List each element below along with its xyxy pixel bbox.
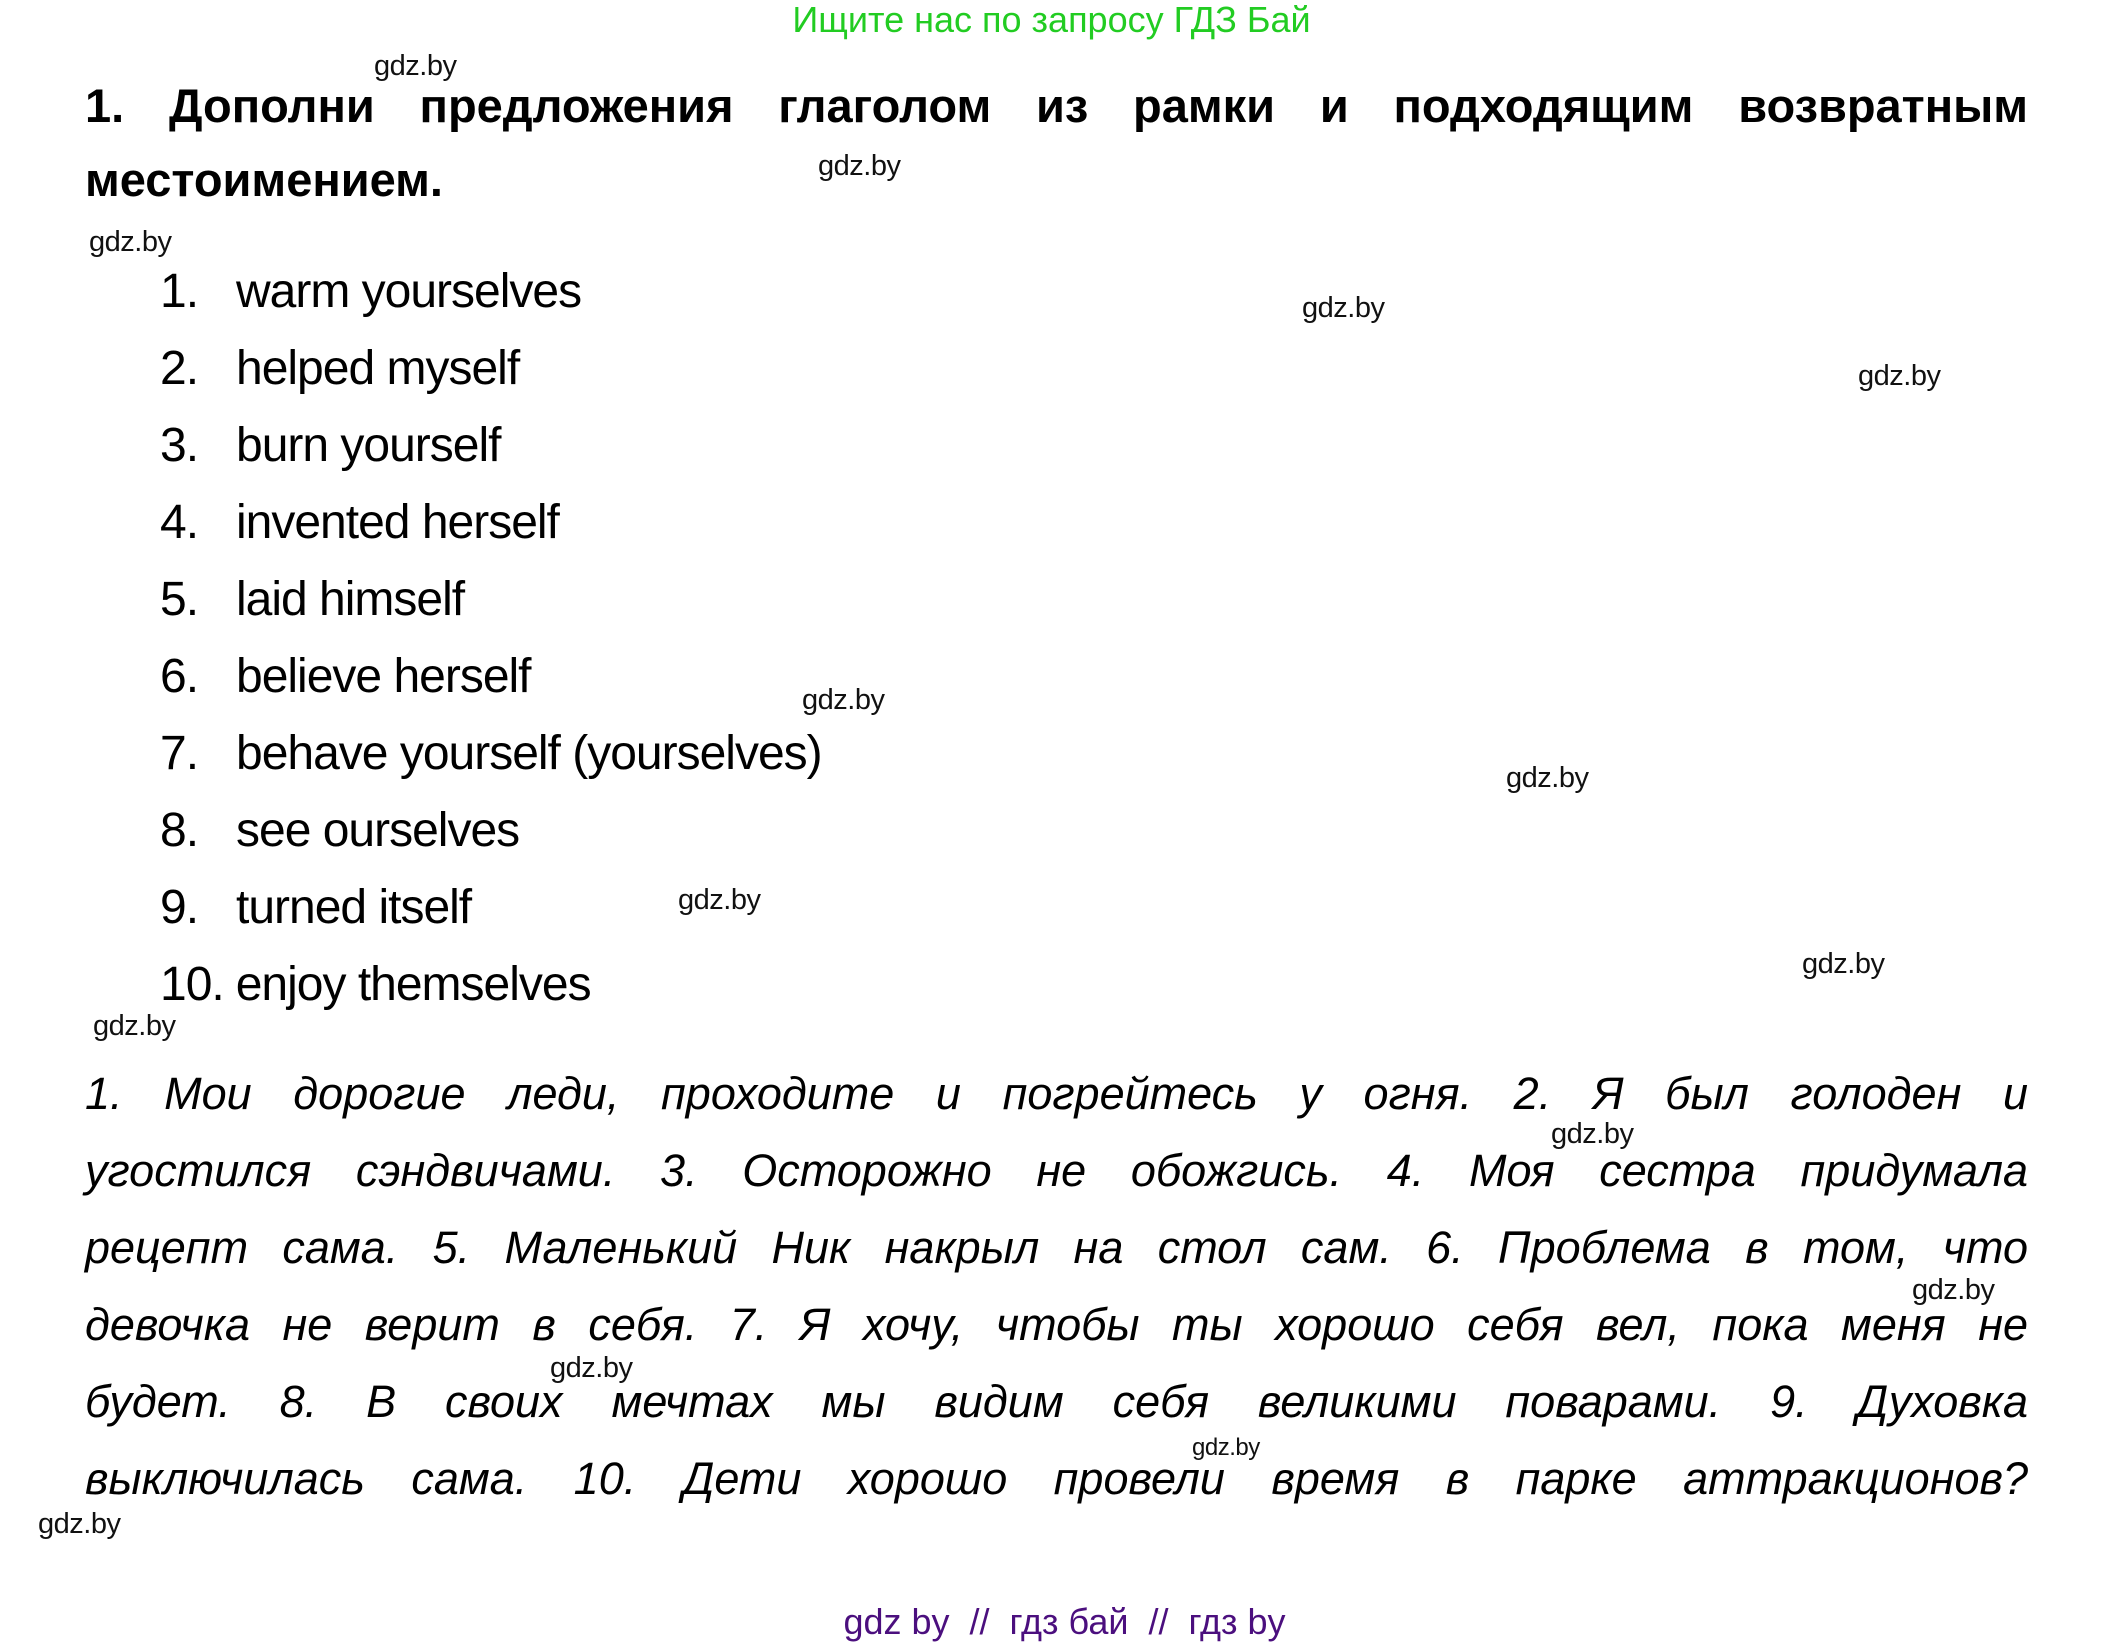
answer-number: 1. [160, 265, 199, 318]
answer-number: 9. [160, 881, 199, 934]
watermark: gdz.by [678, 884, 761, 916]
watermark: gdz.by [1858, 360, 1941, 392]
answer-item-10 [160, 957, 591, 1013]
answer-item-3 [160, 418, 500, 474]
answer-text: laid himself [236, 573, 465, 626]
footer-text: gdz by // гдз бай // гдз by [843, 1601, 1286, 1642]
answer-number: 6. [160, 650, 199, 703]
watermark: gdz.by [802, 684, 885, 716]
answer-text: warm yourselves [236, 265, 582, 318]
promo-banner [0, 0, 2115, 40]
answer-text: see ourselves [236, 804, 520, 857]
answer-text: helped myself [236, 342, 520, 395]
answer-item-6 [160, 649, 531, 705]
watermark: gdz.by [1302, 292, 1385, 324]
answer-text: burn yourself [236, 419, 501, 472]
answer-text: behave yourself (yourselves) [236, 727, 822, 780]
task-heading-line-1: 1. Дополни предложения глаголом из рамки и подходящим возвратным [85, 79, 2028, 132]
translation-line-5: будет. 8. В своих мечтах мы видим себя великими поварами. 9. Духовка [85, 1376, 2028, 1427]
footer-banner [0, 1562, 2115, 1642]
translation-line-6: выключилась сама. 10. Дети хорошо провели время в парке аттракционов? [85, 1453, 2028, 1504]
watermark: gdz.by [38, 1508, 121, 1540]
translation-line-2: угостился сэндвичами. 3. Осторожно не обожгись. 4. Моя сестра придумала [85, 1145, 2028, 1196]
watermark: gdz.by [1802, 948, 1885, 980]
translation-line-4: девочка не верит в себя. 7. Я хочу, чтобы ты хорошо себя вел, пока меня не [85, 1299, 2028, 1350]
watermark: gdz.by [1192, 1434, 1260, 1461]
translation-line-3: рецепт сама. 5. Маленький Ник накрыл на стол сам. 6. Проблема в том, что [85, 1222, 2028, 1273]
answer-item-4 [160, 495, 559, 551]
answer-text: believe herself [236, 650, 531, 703]
answer-item-1 [160, 264, 581, 320]
answer-item-8 [160, 803, 519, 859]
answer-number: 10. [160, 958, 224, 1011]
promo-text: Ищите нас по запросу ГДЗ Бай [792, 0, 1311, 40]
answer-item-5 [160, 572, 464, 628]
answer-number: 8. [160, 804, 199, 857]
watermark: gdz.by [374, 50, 457, 82]
watermark: gdz.by [818, 150, 901, 182]
task-heading-line-2: местоимением. [85, 153, 443, 206]
watermark: gdz.by [550, 1352, 633, 1384]
watermark: gdz.by [89, 226, 172, 258]
answer-number: 2. [160, 342, 199, 395]
translation-line-1: 1. Мои дорогие леди, проходите и погрейтесь у огня. 2. Я был голоден и [85, 1068, 2028, 1119]
answer-number: 4. [160, 496, 199, 549]
answer-text: invented herself [236, 496, 559, 549]
answer-number: 7. [160, 727, 199, 780]
answer-item-7 [160, 726, 822, 782]
watermark: gdz.by [1912, 1274, 1995, 1306]
answer-text: turned itself [236, 881, 472, 934]
watermark: gdz.by [1506, 762, 1589, 794]
answer-text: enjoy themselves [235, 958, 591, 1011]
answer-item-2 [160, 341, 519, 397]
watermark: gdz.by [1551, 1118, 1634, 1150]
answer-item-9 [160, 880, 471, 936]
watermark: gdz.by [93, 1010, 176, 1042]
answer-number: 5. [160, 573, 199, 626]
answer-number: 3. [160, 419, 199, 472]
